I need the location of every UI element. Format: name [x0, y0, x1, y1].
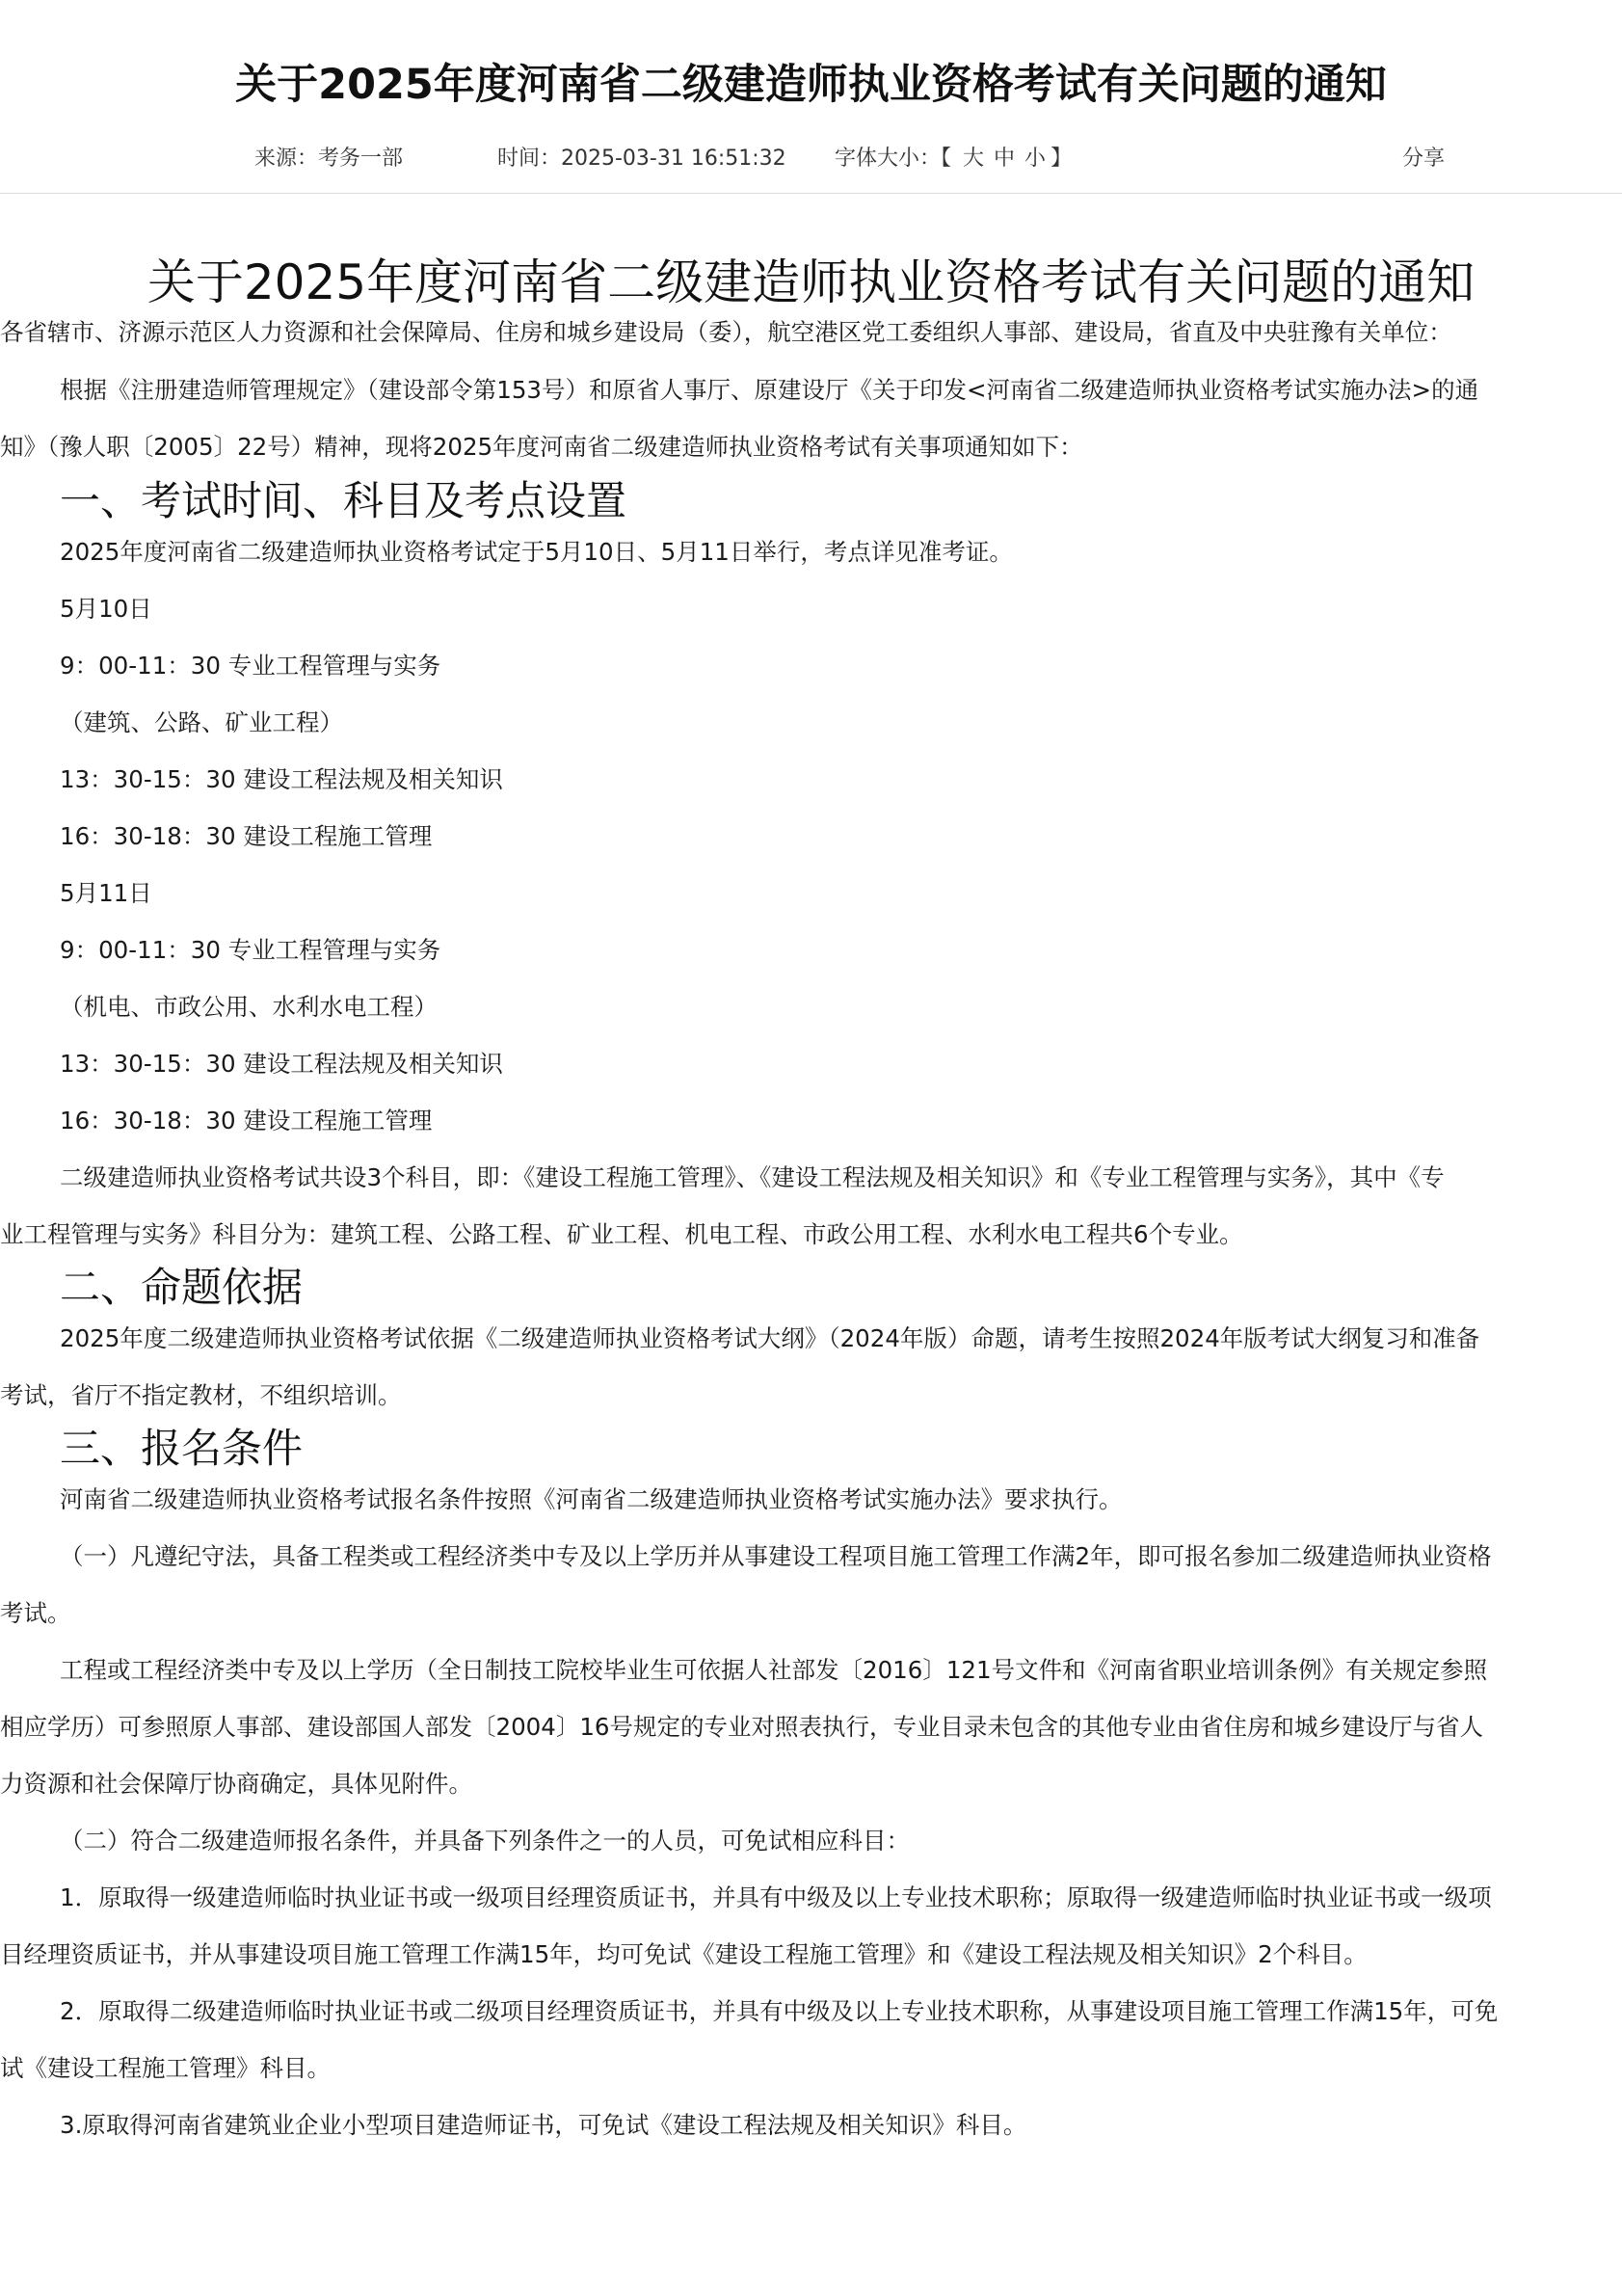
paragraph: （二）符合二级建造师报名条件，并具备下列条件之一的人员，可免试相应科目： — [60, 1827, 910, 1855]
paragraph-cont: 考试。 — [0, 1599, 71, 1627]
paragraph-cont: 目经理资质证书，并从事建设项目施工管理工作满15年，均可免试《建设工程施工管理》和《建设工程法规及相关知识》2个科目。 — [0, 1940, 1368, 1968]
font-size-control — [835, 145, 1072, 174]
schedule-item: 5月11日 — [60, 879, 152, 907]
article-title: 关于2025年度河南省二级建造师执业资格考试有关问题的通知 — [146, 254, 1476, 310]
schedule-item: 16：30-18：30 建设工程施工管理 — [60, 822, 433, 850]
paragraph: 二级建造师执业资格考试共设3个科目，即：《建设工程施工管理》、《建设工程法规及相关知识》和《专业工程管理与实务》，其中《专 — [60, 1163, 1445, 1191]
paragraph: 工程或工程经济类中专及以上学历（全日制技工院校毕业生可依据人社部发〔2016〕121号文件和《河南省职业培训条例》有关规定参照 — [60, 1656, 1488, 1684]
font-size-medium-button[interactable]: 中 — [994, 147, 1016, 171]
paragraph-cont: 相应学历）可参照原人事部、建设部国人部发〔2004〕16号规定的专业对照表执行，专业目录未包含的其他专业由省住房和城乡建设厅与省人 — [0, 1713, 1484, 1741]
schedule-item: 13：30-15：30 建设工程法规及相关知识 — [60, 765, 503, 793]
paragraph-cont: 试《建设工程施工管理》科目。 — [0, 2054, 331, 2082]
section-heading-exam-time: 一、考试时间、科目及考点设置 — [60, 477, 627, 524]
paragraph: 河南省二级建造师执业资格考试报名条件按照《河南省二级建造师执业资格考试实施办法》要求执行。 — [60, 1485, 1123, 1513]
section-heading-basis: 二、命题依据 — [60, 1264, 304, 1311]
paragraph: 3.原取得河南省建筑业企业小型项目建造师证书，可免试《建设工程法规及相关知识》科目。 — [60, 2111, 1027, 2139]
font-size-small-button[interactable]: 小 — [1024, 147, 1047, 171]
paragraph-cont: 考试，省厅不指定教材，不组织培训。 — [0, 1381, 402, 1409]
font-size-large-button[interactable]: 大 — [963, 147, 985, 171]
schedule-item: （建筑、公路、矿业工程） — [60, 708, 343, 736]
source-label: 来源：考务一部 — [254, 147, 404, 171]
font-size-bracket: 】 — [1050, 147, 1073, 171]
share-button[interactable]: 分享 — [1402, 147, 1446, 171]
intro-paragraph: 根据《注册建造师管理规定》（建设部令第153号）和原省人事厅、原建设厅《关于印发<河南省二级建造师执业资格考试实施办法>的通 — [60, 376, 1479, 404]
intro-paragraph-cont: 知》（豫人职〔2005〕22号）精神，现将2025年度河南省二级建造师执业资格考试有关事项通知如下： — [0, 433, 1083, 461]
paragraph: （一）凡遵纪守法，具备工程类或工程经济类中专及以上学历并从事建设工程项目施工管理工作满2年，即可报名参加二级建造师执业资格 — [60, 1542, 1492, 1570]
addressee: 各省辖市、济源示范区人力资源和社会保障局、住房和城乡建设局（委），航空港区党工委组织人事部、建设局，省直及中央驻豫有关单位： — [0, 318, 1452, 346]
publish-time: 时间：2025-03-31 16:51:32 — [497, 147, 786, 171]
font-size-label: 字体大小：【 — [835, 147, 952, 171]
article-header — [0, 0, 1622, 194]
paragraph: 2．原取得二级建造师临时执业证书或二级项目经理资质证书，并具有中级及以上专业技术职称，从事建设项目施工管理工作满15年，可免 — [60, 1997, 1499, 2025]
schedule-item: （机电、市政公用、水利水电工程） — [60, 993, 438, 1021]
schedule-item: 13：30-15：30 建设工程法规及相关知识 — [60, 1050, 503, 1078]
schedule-item: 9：00-11：30 专业工程管理与实务 — [60, 652, 441, 680]
schedule-item: 5月10日 — [60, 595, 152, 623]
page-title: 关于2025年度河南省二级建造师执业资格考试有关问题的通知 — [235, 61, 1387, 109]
paragraph: 2025年度河南省二级建造师执业资格考试定于5月10日、5月11日举行，考点详见准考证。 — [60, 538, 1013, 566]
schedule-item: 16：30-18：30 建设工程施工管理 — [60, 1107, 433, 1135]
schedule-item: 9：00-11：30 专业工程管理与实务 — [60, 936, 441, 964]
paragraph-cont: 业工程管理与实务》科目分为：建筑工程、公路工程、矿业工程、机电工程、市政公用工程、水利水电工程共6个专业。 — [0, 1220, 1243, 1248]
section-heading-eligibility: 三、报名条件 — [60, 1425, 304, 1472]
paragraph-cont: 力资源和社会保障厅协商确定，具体见附件。 — [0, 1770, 472, 1798]
paragraph: 1．原取得一级建造师临时执业证书或一级项目经理资质证书，并具有中级及以上专业技术职称；原取得一级建造师临时执业证书或一级项 — [60, 1883, 1492, 1911]
paragraph: 2025年度二级建造师执业资格考试依据《二级建造师执业资格考试大纲》（2024年版）命题，请考生按照2024年版考试大纲复习和准备 — [60, 1324, 1480, 1352]
